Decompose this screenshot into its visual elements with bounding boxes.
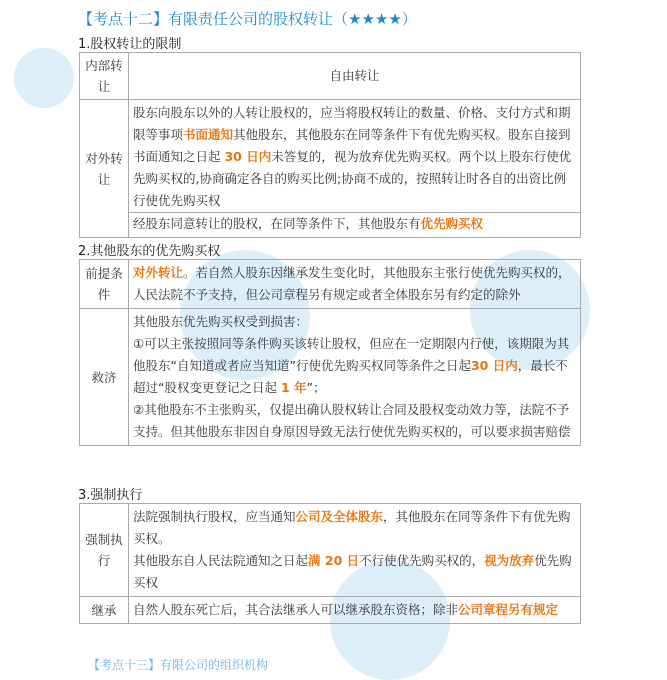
section-heading-3: 3.强制执行 (78, 488, 143, 503)
table-section-1 (79, 52, 581, 238)
row-content: 对外转让。若自然人股东因继承发生变化时，其他股东主张行使优先购买权的，人民法院不予支持，但公司章程另有规定或者全体股东另有约定的除外 (129, 260, 581, 309)
table-row (80, 597, 581, 624)
row-content: 自然人股东死亡后，其合法继承人可以继承股东资格；除非公司章程另有规定 (129, 597, 581, 624)
row-label: 内部转让 (80, 53, 129, 100)
table-row (80, 100, 581, 238)
row-label: 强制执行 (80, 504, 129, 597)
row-label: 对外转让 (80, 100, 129, 238)
table-row (80, 309, 581, 446)
table-row (80, 53, 581, 100)
next-topic-fragment: 【考点十三】有限公司的组织机构 (88, 658, 269, 672)
row-content: 法院强制执行股权，应当通知公司及全体股东，其他股东在同等条件下有优先购买权。 其他股东自人民法院通知之日起满 20 日不行使优先购买权的，视为放弃优先购买权 (129, 504, 581, 597)
row-label: 前提条件 (80, 260, 129, 309)
row-label: 继承 (80, 597, 129, 624)
watermark-logo (14, 48, 74, 108)
page-title: 【考点十二】有限责任公司的股权转让（★★★★） (78, 10, 417, 28)
row-label: 救济 (80, 309, 129, 446)
row-content: 其他股东优先购买权受到损害： ①可以主张按照同等条件购买该转让股权，但应在一定期限内行使，该期限为其他股东“自知道或者应当知道”行使优先购买权同等条件之日起30 日内，最长不超过“股权变更登记之日起 1 年”； ②其他股东不主张购买，仅提出确认股权转让合同及股权变动效力等，法院不予支持。但其他股东非因自身原因导致无法行使优先购买权的，可以要求损害赔偿 (129, 309, 581, 446)
row-content: 自由转让 (129, 53, 581, 100)
section-heading-2: 2.其他股东的优先购买权 (78, 244, 221, 259)
section-heading-1: 1.股权转让的限制 (78, 37, 182, 52)
table-section-2 (79, 259, 581, 446)
row-content: 股东向股东以外的人转让股权的，应当将股权转让的数量、价格、支付方式和期限等事项书面通知其他股东，其他股东在同等条件下有优先购买权。股东自接到书面通知之日起 30 日内未答复的，视为放弃优先购买权。两个以上股东行使优先购买权的,协商确定各自的购买比例;协商不成的，按照转让时各自的出资比例行使优先购买权 经股东同意转让的股权，在同等条件下，其他股东有优先购买权 (129, 100, 581, 238)
table-section-3 (79, 503, 581, 624)
table-row (80, 504, 581, 597)
table-row (80, 260, 581, 309)
